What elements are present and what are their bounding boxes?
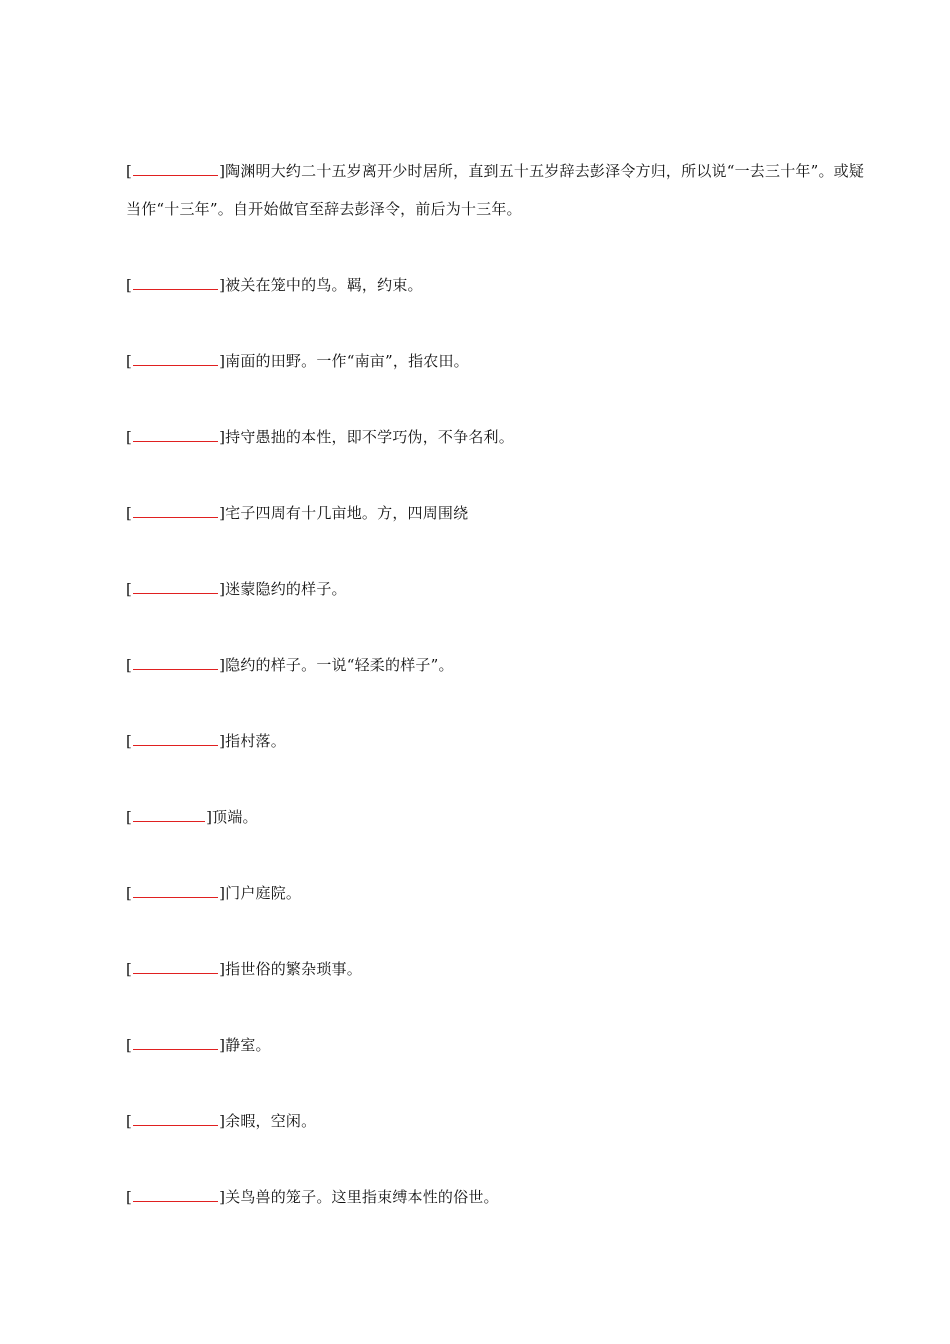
annotation-text: 门户庭院。 (225, 884, 302, 902)
close-bracket: ] (219, 1112, 226, 1130)
annotation-text: 迷蒙隐约的样子。 (225, 580, 347, 598)
annotation-entry (126, 646, 871, 684)
close-bracket: ] (219, 580, 226, 598)
open-bracket: [ (126, 580, 133, 598)
open-bracket: [ (126, 656, 133, 674)
annotation-entry (126, 266, 871, 304)
annotation-entry (126, 874, 871, 912)
annotation-text: 余暇，空闲。 (225, 1112, 317, 1130)
answer-blank[interactable] (133, 1111, 218, 1126)
open-bracket: [ (126, 732, 133, 750)
answer-blank[interactable] (133, 1035, 218, 1050)
answer-blank[interactable] (133, 1187, 218, 1202)
open-bracket: [ (126, 960, 133, 978)
answer-blank[interactable] (133, 161, 218, 176)
open-bracket: [ (126, 884, 133, 902)
answer-blank[interactable] (133, 503, 218, 518)
close-bracket: ] (206, 808, 213, 826)
annotation-entry (126, 152, 871, 228)
answer-blank[interactable] (133, 427, 218, 442)
annotation-text: 静室。 (225, 1036, 271, 1054)
answer-blank[interactable] (133, 655, 218, 670)
annotation-entry (126, 1178, 871, 1216)
annotation-text: 陶渊明大约二十五岁离开少时居所，直到五十五岁辞去彭泽令方归，所以说“一去三十年”。或疑当作“十三年”。自开始做官至辞去彭泽令，前后为十三年。 (126, 162, 865, 218)
annotation-text: 指世俗的繁杂琐事。 (225, 960, 362, 978)
annotation-text: 关鸟兽的笼子。这里指束缚本性的俗世。 (225, 1188, 499, 1206)
open-bracket: [ (126, 276, 133, 294)
annotation-text: 南面的田野。一作“南亩”，指农田。 (225, 352, 469, 370)
annotation-entry (126, 950, 871, 988)
close-bracket: ] (219, 732, 226, 750)
open-bracket: [ (126, 352, 133, 370)
close-bracket: ] (219, 276, 226, 294)
close-bracket: ] (219, 1036, 226, 1054)
answer-blank[interactable] (133, 883, 218, 898)
answer-blank[interactable] (133, 351, 218, 366)
annotation-text: 顶端。 (212, 808, 258, 826)
annotation-text: 持守愚拙的本性，即不学巧伪，不争名利。 (225, 428, 514, 446)
open-bracket: [ (126, 808, 133, 826)
open-bracket: [ (126, 1036, 133, 1054)
close-bracket: ] (219, 428, 226, 446)
annotation-entry (126, 342, 871, 380)
annotation-entry (126, 798, 871, 836)
close-bracket: ] (219, 504, 226, 522)
answer-blank[interactable] (133, 959, 218, 974)
annotation-entry (126, 494, 871, 532)
annotation-text: 被关在笼中的鸟。羁，约束。 (225, 276, 423, 294)
close-bracket: ] (219, 960, 226, 978)
answer-blank[interactable] (133, 579, 218, 594)
close-bracket: ] (219, 656, 226, 674)
answer-blank[interactable] (133, 731, 218, 746)
close-bracket: ] (219, 1188, 226, 1206)
annotation-text: 隐约的样子。一说“轻柔的样子”。 (225, 656, 454, 674)
answer-blank[interactable] (133, 275, 218, 290)
annotation-text: 宅子四周有十几亩地。方，四周围绕 (225, 504, 469, 522)
annotation-entry (126, 1026, 871, 1064)
annotation-entry (126, 722, 871, 760)
open-bracket: [ (126, 162, 133, 180)
open-bracket: [ (126, 1188, 133, 1206)
close-bracket: ] (219, 884, 226, 902)
annotation-entry (126, 418, 871, 456)
annotation-text: 指村落。 (225, 732, 286, 750)
close-bracket: ] (219, 352, 226, 370)
open-bracket: [ (126, 1112, 133, 1130)
answer-blank[interactable] (133, 807, 205, 822)
open-bracket: [ (126, 504, 133, 522)
annotation-entry (126, 570, 871, 608)
annotation-entry (126, 1102, 871, 1140)
open-bracket: [ (126, 428, 133, 446)
close-bracket: ] (219, 162, 226, 180)
